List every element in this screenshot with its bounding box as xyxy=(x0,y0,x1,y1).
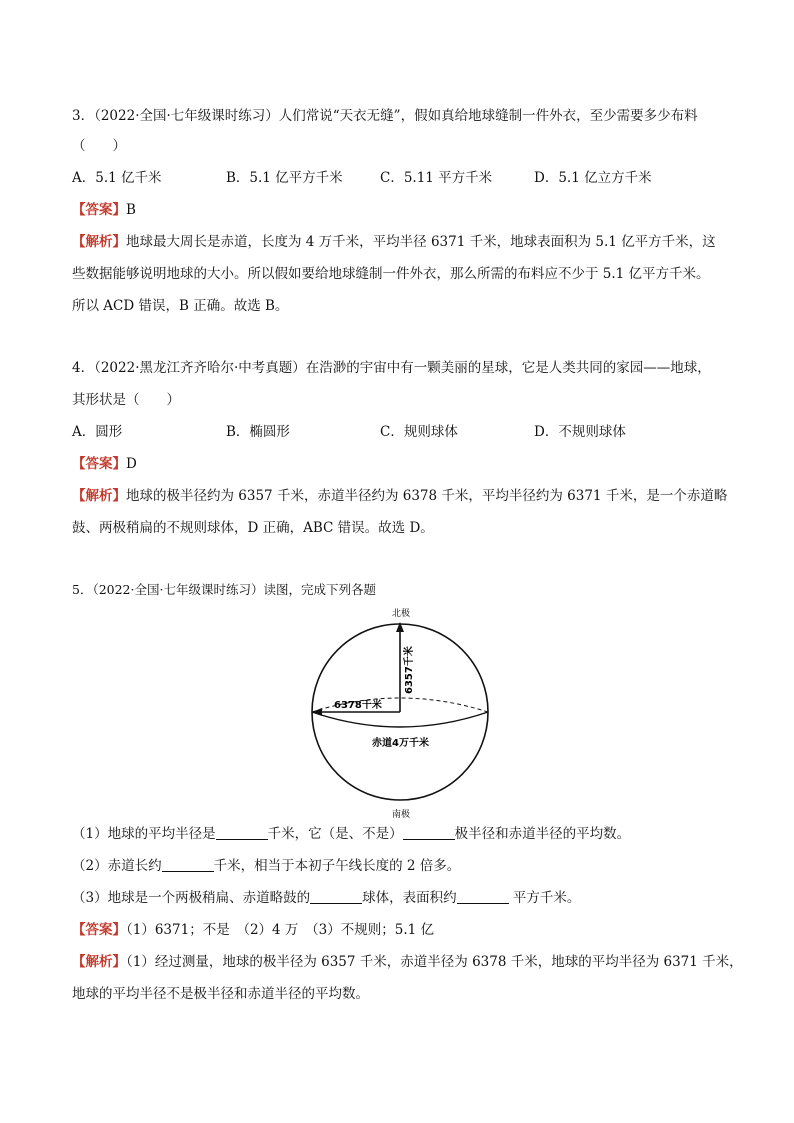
south-pole-label: 南极 xyxy=(392,810,411,820)
q4-stem: 4．（2022·黑龙江齐齐哈尔·中考真题）在浩渺的宇宙中有一颗美丽的星球，它是人类共同的家园——地球， xyxy=(72,360,711,376)
q5-sub-3 xyxy=(72,886,580,906)
q4-option-b: B．椭圆形 xyxy=(226,424,290,440)
analysis-tag: 【解析】 xyxy=(72,488,126,504)
q3-answer xyxy=(72,198,136,218)
q5-sub-1-text-c: 极半径和赤道半径的平均数。 xyxy=(454,826,631,842)
q5-sub-2-text-b: 千米，相当于本初子午线长度的 2 倍多。 xyxy=(213,858,461,874)
answer-tag: 【答案】 xyxy=(72,456,126,472)
q3-analysis-line-3: 所以 ACD 错误，B 正确。故选 B。 xyxy=(72,298,289,314)
north-pole-label: 北极 xyxy=(392,609,411,619)
analysis-tag: 【解析】 xyxy=(72,234,126,250)
q4-option-a: A．圆形 xyxy=(72,424,123,440)
equator-label: 赤道4万千米 xyxy=(372,738,429,749)
q5-answer-value: （1）6371；不是 （2）4 万 （3）不规则；5.1 亿 xyxy=(126,922,435,938)
q5-sub-2-text-a: （2）赤道长约 xyxy=(72,858,162,874)
q5-sub-2 xyxy=(72,854,460,874)
q4-option-d: D．不规则球体 xyxy=(534,424,626,440)
q5-stem: 5．（2022·全国·七年级课时练习）读图，完成下列各题 xyxy=(72,582,376,597)
q4-answer-value: D xyxy=(126,456,137,472)
answer-blank[interactable] xyxy=(162,857,214,872)
polar-radius-label: 6357千米 xyxy=(404,646,415,694)
q3-option-c: C．5.11 平方千米 xyxy=(380,170,493,186)
answer-tag: 【答案】 xyxy=(72,202,126,218)
q4-analysis-text-1: 地球的极半径约为 6357 千米，赤道半径约为 6378 千米，平均半径约为 6371 千米，是一个赤道略 xyxy=(126,488,728,504)
q4-analysis-line-2: 鼓、两极稍扁的不规则球体，D 正确，ABC 错误。故选 D。 xyxy=(72,520,434,536)
q5-analysis-line-2: 地球的平均半径不是极半径和赤道半径的平均数。 xyxy=(72,986,369,1002)
q5-sub-3-text-b: 球体，表面积约 xyxy=(362,890,457,906)
q5-analysis-text-1: （1）经过测量，地球的极半径为 6357 千米，赤道半径为 6378 千米，地球的平均半径为 6371 千米， xyxy=(126,954,743,970)
q4-analysis-line-1 xyxy=(72,484,727,504)
q4-option-c: C．规则球体 xyxy=(380,424,458,440)
q3-option-b: B．5.1 亿平方千米 xyxy=(226,170,343,186)
answer-tag: 【答案】 xyxy=(72,922,126,938)
q5-answer xyxy=(72,918,434,938)
q3-paren: （ ） xyxy=(72,138,126,154)
answer-blank[interactable] xyxy=(457,889,509,904)
q5-sub-1-text-a: （1）地球的平均半径是 xyxy=(72,826,216,842)
answer-blank[interactable] xyxy=(216,825,268,840)
q3-option-a: A．5.1 亿千米 xyxy=(72,170,162,186)
equator-radius-label: 6378千米 xyxy=(334,700,382,711)
q3-analysis-line-2: 些数据能够说明地球的大小。所以假如要给地球缝制一件外衣，那么所需的布料应不少于 5.1 亿平方千米。 xyxy=(72,266,710,282)
q3-answer-value: B xyxy=(126,202,136,218)
q3-analysis-line-1 xyxy=(72,230,716,250)
answer-blank[interactable] xyxy=(310,889,362,904)
q4-answer xyxy=(72,452,137,472)
q3-stem: 3．（2022·全国·七年级课时练习）人们常说“天衣无缝”，假如真给地球缝制一件外衣，至少需要多少布料 xyxy=(72,108,698,124)
analysis-tag: 【解析】 xyxy=(72,954,126,970)
q3-option-d: D．5.1 亿立方千米 xyxy=(534,170,652,186)
q4-stem-2: 其形状是（ ） xyxy=(72,392,180,408)
q5-analysis-line-1 xyxy=(72,950,743,970)
q3-analysis-text-1: 地球最大周长是赤道，长度为 4 万千米，平均半径 6371 千米，地球表面积为 5.1 亿平方千米，这 xyxy=(126,234,716,250)
earth-diagram xyxy=(300,600,500,820)
q5-sub-1 xyxy=(72,822,630,842)
answer-blank[interactable] xyxy=(403,825,455,840)
q5-sub-3-text-c: 平方千米。 xyxy=(508,890,581,906)
q5-sub-1-text-b: 千米，它（是、不是） xyxy=(267,826,403,842)
q5-sub-3-text-a: （3）地球是一个两极稍扁、赤道略鼓的 xyxy=(72,890,311,906)
